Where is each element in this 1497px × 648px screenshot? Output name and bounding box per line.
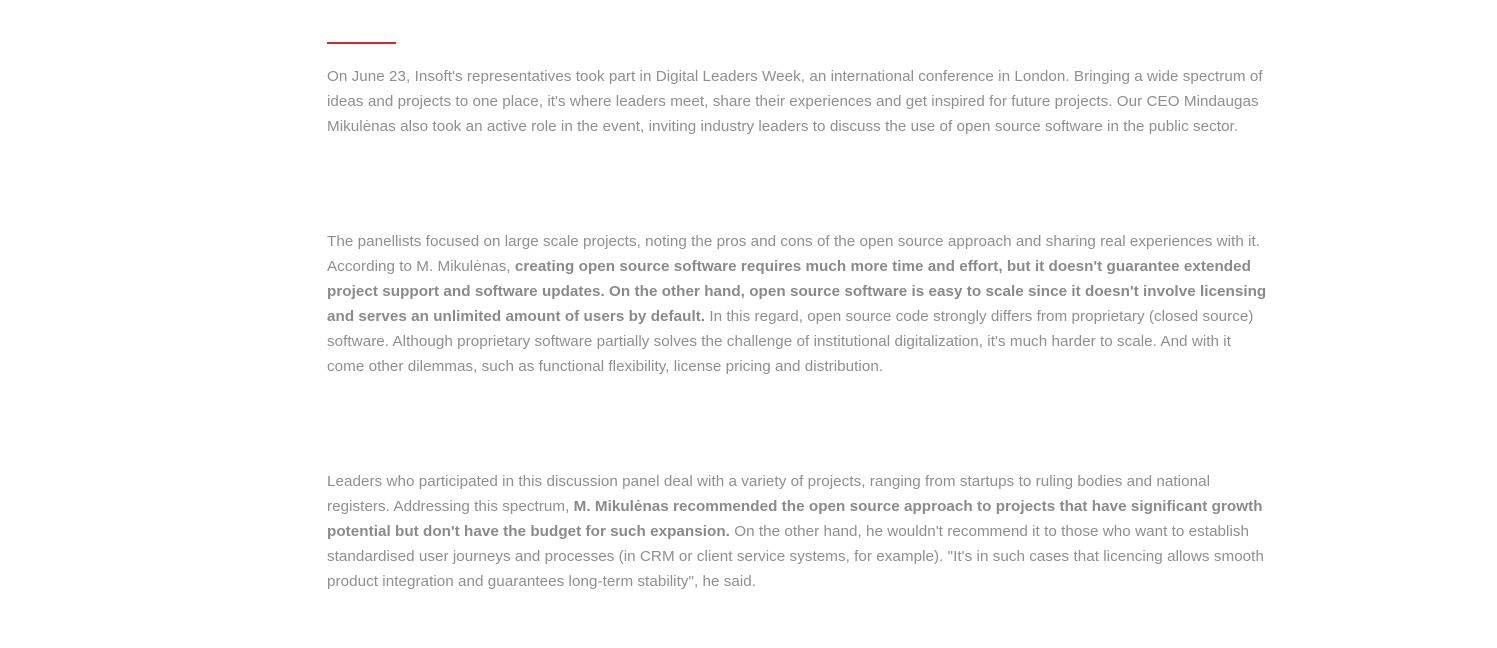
paragraph-recommendation-intro: Leaders who participated in this discussion panel deal with a variety of projects, ranging from startups to ruling bodies and national registers. Addressing this spectrum,	[327, 473, 1211, 515]
paragraph-panel-focus-outro: In this regard, open source code strongly differs from proprietary (closed source) software. Although proprietary software partially solves the challenge of institutional digitalization, it's much harder to scale. And with it come other dilemmas, such as functional flexibility, license pricing and distribution.	[327, 308, 1254, 375]
paragraph-intro: On June 23, Insoft's representatives took part in Digital Leaders Week, an international conference in London. Bringing a wide spectrum of ideas and projects to one place, it's where leaders meet, share their experiences and get inspired for future projects. Our CEO Mindaugas Mikulėnas also took an active role in the event, inviting industry leaders to discuss the use of open source software in the public sector.	[327, 68, 1263, 135]
paragraph-recommendation	[327, 469, 1272, 594]
accent-divider	[327, 42, 396, 44]
paragraph-panel-focus-intro: The panellists focused on large scale projects, noting the pros and cons of the open source approach and sharing real experiences with it. According to M. Mikulėnas,	[327, 233, 1261, 275]
paragraph-panel-focus	[327, 229, 1272, 379]
paragraph-panel-focus-highlight: creating open source software requires much more time and effort, but it doesn't guarantee extended project support and software updates. On the other hand, open source software is easy to scale since it doesn't involve licensing and serves an unlimited amount of users by default.	[327, 258, 1267, 325]
paragraph-recommendation-outro: On the other hand, he wouldn't recommend it to those who want to establish standardised user journeys and processes (in CRM or client service systems, for example). "It's in such cases that licencing allows smooth product integration and guarantees long-term stability", he said.	[327, 523, 1264, 590]
paragraph-recommendation-highlight: M. Mikulėnas recommended the open source approach to projects that have significant growth potential but don't have the budget for such expansion.	[327, 498, 1263, 540]
